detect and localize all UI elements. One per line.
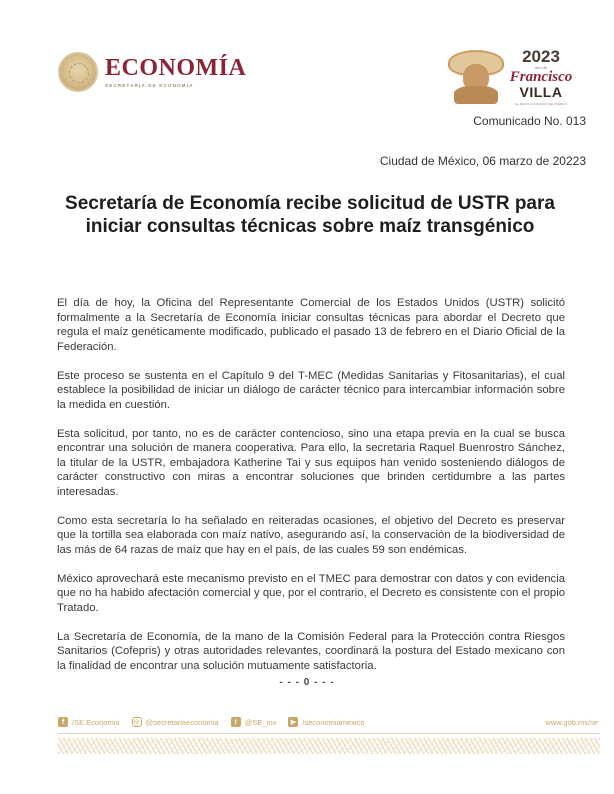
- portrait-body-shape: [454, 86, 498, 104]
- logo-year: 2023: [522, 47, 560, 66]
- logo-caption: EL REVOLUCIONARIO DEL PUEBLO: [515, 102, 567, 106]
- social-label: /SE.Economia: [72, 717, 120, 727]
- twitter-icon: t: [231, 717, 241, 727]
- facebook-icon: f: [58, 717, 68, 727]
- page-header: [0, 0, 614, 110]
- paragraph: Como esta secretaría lo ha señalado en reiteradas ocasiones, el objetivo del Decreto es preservar que la tortilla sea elaborada con maíz nativo, asegurando así, la conservación de la biodiversidad de las más de 64 razas de maíz que hay en el país, de las cuales 59 son endémicas.: [57, 514, 565, 556]
- paragraph: Esta solicitud, por tanto, no es de carácter contencioso, sino una etapa previa en la cual se busca encontrar una solución de manera cooperativa. Para ello, la secretaria Raquel Buenrostro Sánchez, la titular de la USTR, embajadora Katherine Tai y sus equipos han venido sosteniendo diálogos de carácter constructivo con miras a encontrar soluciones que brinden certidumbre a las partes interesadas.: [57, 427, 565, 498]
- paragraph: El día de hoy, la Oficina del Representante Comercial de los Estados Unidos (USTR) solicitó formalmente a la Secretaría de Economía iniciar consultas técnicas para abordar el Decreto que regula el maíz genéticamente modificado, publicado el pasado 13 de febrero en el Diario Oficial de la Federación.: [57, 297, 565, 353]
- paragraph: México aprovechará este mecanismo previsto en el TMEC para demostrar con datos y con evidencia que no ha habido afectación comercial y que, por el contrario, el Decreto es consistente con el propio Tratado.: [57, 572, 565, 614]
- paragraph: Este proceso se sustenta en el Capítulo 9 del T-MEC (Medidas Sanitarias y Fitosanitarias), el cual establece la posibilidad de iniciar un diálogo de carácter técnico para intercambiar información sobre la medida en cuestión.: [57, 369, 565, 411]
- villa-logo-text: [506, 48, 576, 106]
- instagram-icon: ◎: [133, 719, 140, 726]
- social-label: /seconomiamexico: [302, 717, 365, 727]
- date-line: Ciudad de México, 06 marzo de 20223: [379, 154, 586, 168]
- social-facebook[interactable]: [58, 717, 120, 727]
- comunicado-number: Comunicado No. 013: [473, 114, 586, 128]
- youtube-icon: ▶: [288, 717, 298, 727]
- social-instagram[interactable]: [132, 717, 219, 727]
- document-body: [57, 296, 565, 688]
- footer-social-bar: [58, 712, 602, 732]
- social-twitter[interactable]: [231, 717, 277, 727]
- coat-of-arms-seal-icon: [58, 52, 98, 92]
- footer-divider: [58, 733, 600, 734]
- social-label: @secretariaeconomia: [145, 717, 219, 727]
- villa-portrait-icon: [446, 50, 506, 102]
- social-youtube[interactable]: [288, 717, 364, 727]
- logo-name-last: VILLA: [519, 84, 563, 100]
- end-separator: - - - 0 - - -: [279, 677, 335, 688]
- footer-decorative-pattern: [58, 738, 600, 754]
- brand-subtitle: SECRETARÍA DE ECONOMÍA: [105, 83, 194, 88]
- paragraph: La Secretaría de Economía, de la mano de la Comisión Federal para la Protección contra Riesgos Sanitarios (Cofepris) y otras autoridades relevantes, coordinará la postura del Estado mexicano con la finalidad de encontrar una solución mutuamente satisfactoria.: [57, 630, 565, 672]
- francisco-villa-2023-logo: [446, 44, 576, 106]
- brand-block: [105, 56, 246, 88]
- website-link[interactable]: www.gob.mx/se: [545, 717, 598, 727]
- brand-name: ECONOMÍA: [105, 55, 247, 81]
- logo-year-caption: año de: [534, 65, 548, 70]
- economia-logo: [58, 52, 246, 92]
- page-title: Secretaría de Economía recibe solicitud de USTR para iniciar consultas técnicas sobre maíz transgénico: [65, 193, 555, 237]
- social-label: @SE_mx: [244, 717, 277, 727]
- logo-name-first: Francisco: [509, 69, 573, 85]
